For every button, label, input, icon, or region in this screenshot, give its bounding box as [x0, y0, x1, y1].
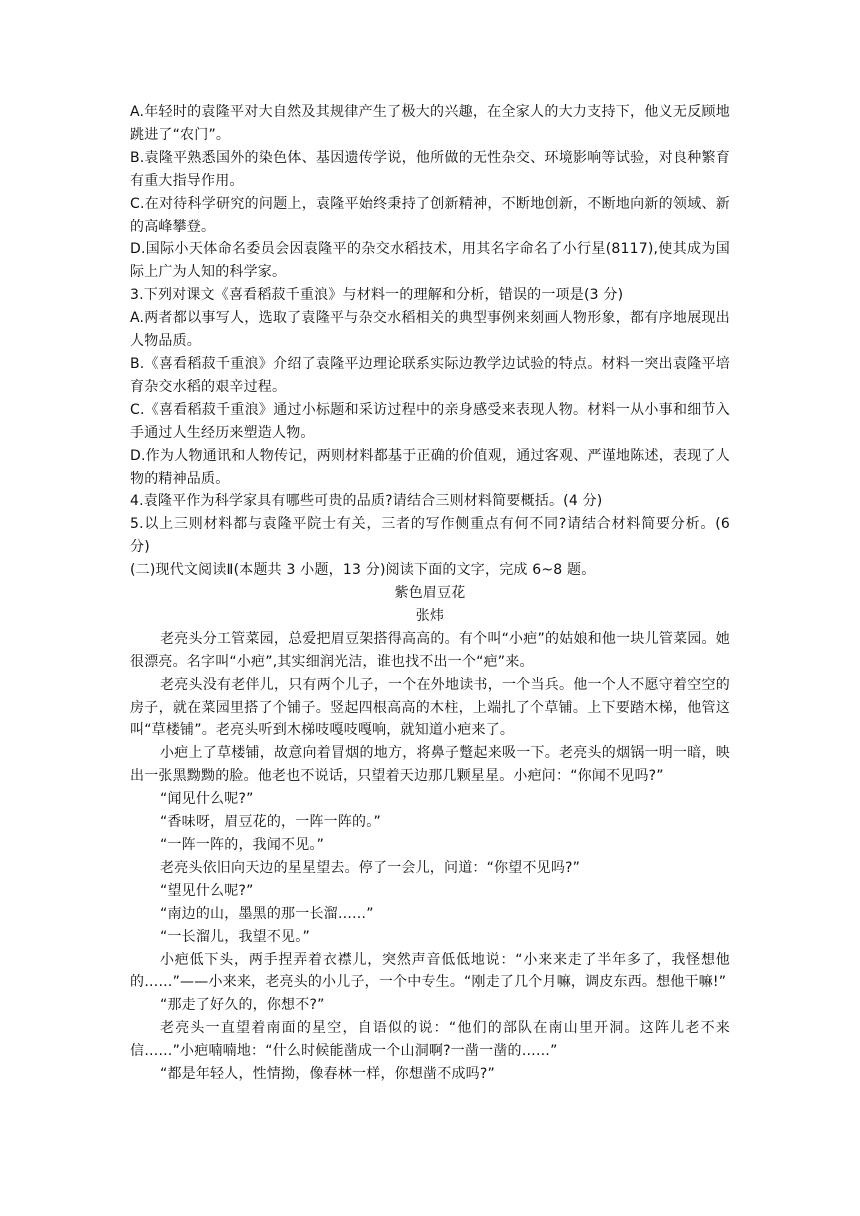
story-title: 紫色眉豆花	[394, 585, 466, 602]
question-paragraph: B.袁隆平熟悉国外的染色体、基因遗传学说，他所做的无性杂交、环境影响等试验，对良种繁育有重大指导作用。	[130, 149, 730, 189]
story-paragraph: “那走了好久的，你想不?”	[160, 997, 325, 1014]
story-paragraph: “闻见什么呢?”	[160, 791, 254, 808]
story-paragraph: 老亮头没有老伴儿，只有两个儿子，一个在外地读书，一个当兵。他一个人不愿守着空空的房子，就在菜园里搭了个铺子。竖起四根高高的木柱，上端扎了个草铺。上下要踏木梯，他管这叫“草楼铺”。老亮头听到木梯吱嘎吱嘎响，就知道小疤来了。	[130, 676, 730, 739]
story-paragraph: 老亮头依旧向天边的星星望去。停了一会儿，问道：“你望不见吗?”	[160, 859, 581, 876]
story-paragraph: 小疤低下头，两手捏弄着衣襟儿，突然声音低低地说：“小来来走了半年多了，我怪想他的……”——小来来，老亮头的小儿子，一个中专生。“刚走了几个月嘛，调皮东西。想他干嘛!”	[130, 951, 730, 991]
question-paragraph: D.国际小天体命名委员会因袁隆平的杂交水稻技术，用其名字命名了小行星(8117),使其成为国际上广为人知的科学家。	[130, 241, 730, 281]
story-author: 张炜	[415, 607, 445, 624]
document-body	[130, 101, 730, 1086]
question-paragraph: 4.袁隆平作为科学家具有哪些可贵的品质?请结合三则材料简要概括。(4 分)	[130, 493, 603, 510]
question-paragraph: 5.以上三则材料都与袁隆平院士有关，三者的写作侧重点有何不同?请结合材料简要分析。(6 分)	[130, 516, 730, 556]
question-paragraph: (二)现代文阅读Ⅱ(本题共 3 小题，13 分)阅读下面的文字，完成 6~8 题。	[130, 562, 596, 579]
question-paragraph: A.年轻时的袁隆平对大自然及其规律产生了极大的兴趣，在全家人的大力支持下，他义无反顾地跳进了“农门”。	[130, 104, 730, 143]
story-paragraph: “都是年轻人，性情拗，像春林一样，你想凿不成吗?”	[160, 1066, 495, 1083]
question-paragraph: D.作为人物通讯和人物传记，两则材料都基于正确的价值观，通过客观、严谨地陈述，表现了人物的精神品质。	[130, 447, 730, 487]
question-paragraph: 3.下列对课文《喜看稻菽千重浪》与材料一的理解和分析，错误的一项是(3 分)	[130, 287, 624, 304]
question-paragraph: C.在对待科学研究的问题上，袁隆平始终秉持了创新精神，不断地创新，不断地向新的领域、新的高峰攀登。	[130, 195, 730, 235]
story-paragraph: “香味呀，眉豆花的，一阵一阵的。”	[160, 814, 381, 831]
story-paragraph: “望见什么呢?”	[160, 882, 254, 899]
story-paragraph: “一长溜儿，我望不见。”	[160, 928, 310, 945]
story-paragraph: 老亮头分工管菜园，总爱把眉豆架搭得高高的。有个叫“小疤”的姑娘和他一块儿管菜园。她很漂亮。名字叫“小疤”,其实细润光洁，谁也找不出一个“疤”来。	[130, 630, 730, 670]
story-paragraph: 老亮头一直望着南面的星空，自语似的说：“他们的部队在南山里开洞。这阵儿老不来信……”小疤喃喃地：“什么时候能凿成一个山洞啊?一凿一凿的……”	[130, 1020, 730, 1060]
story-paragraph: “南边的山，墨黑的那一长溜……”	[160, 905, 374, 922]
question-paragraph: A.两者都以事写人，选取了袁隆平与杂交水稻相关的典型事例来刻画人物形象，都有序地展现出人物品质。	[130, 310, 730, 350]
question-paragraph: C.《喜看稻菽千重浪》通过小标题和采访过程中的亲身感受来表现人物。材料一从小事和细节入手通过人生经历来塑造人物。	[130, 401, 730, 441]
story-paragraph: “一阵一阵的，我闻不见。”	[160, 837, 325, 853]
question-paragraph: B.《喜看稻菽千重浪》介绍了袁隆平边理论联系实际边教学边试验的特点。材料一突出袁隆平培育杂交水稻的艰辛过程。	[130, 355, 730, 395]
story-paragraph: 小疤上了草楼铺，故意向着冒烟的地方，将鼻子蹩起来吸一下。老亮头的烟锅一明一暗，映出一张黑黝黝的脸。他老也不说话，只望着天边那几颗星星。小疤问：“你闻不见吗?”	[130, 745, 730, 785]
